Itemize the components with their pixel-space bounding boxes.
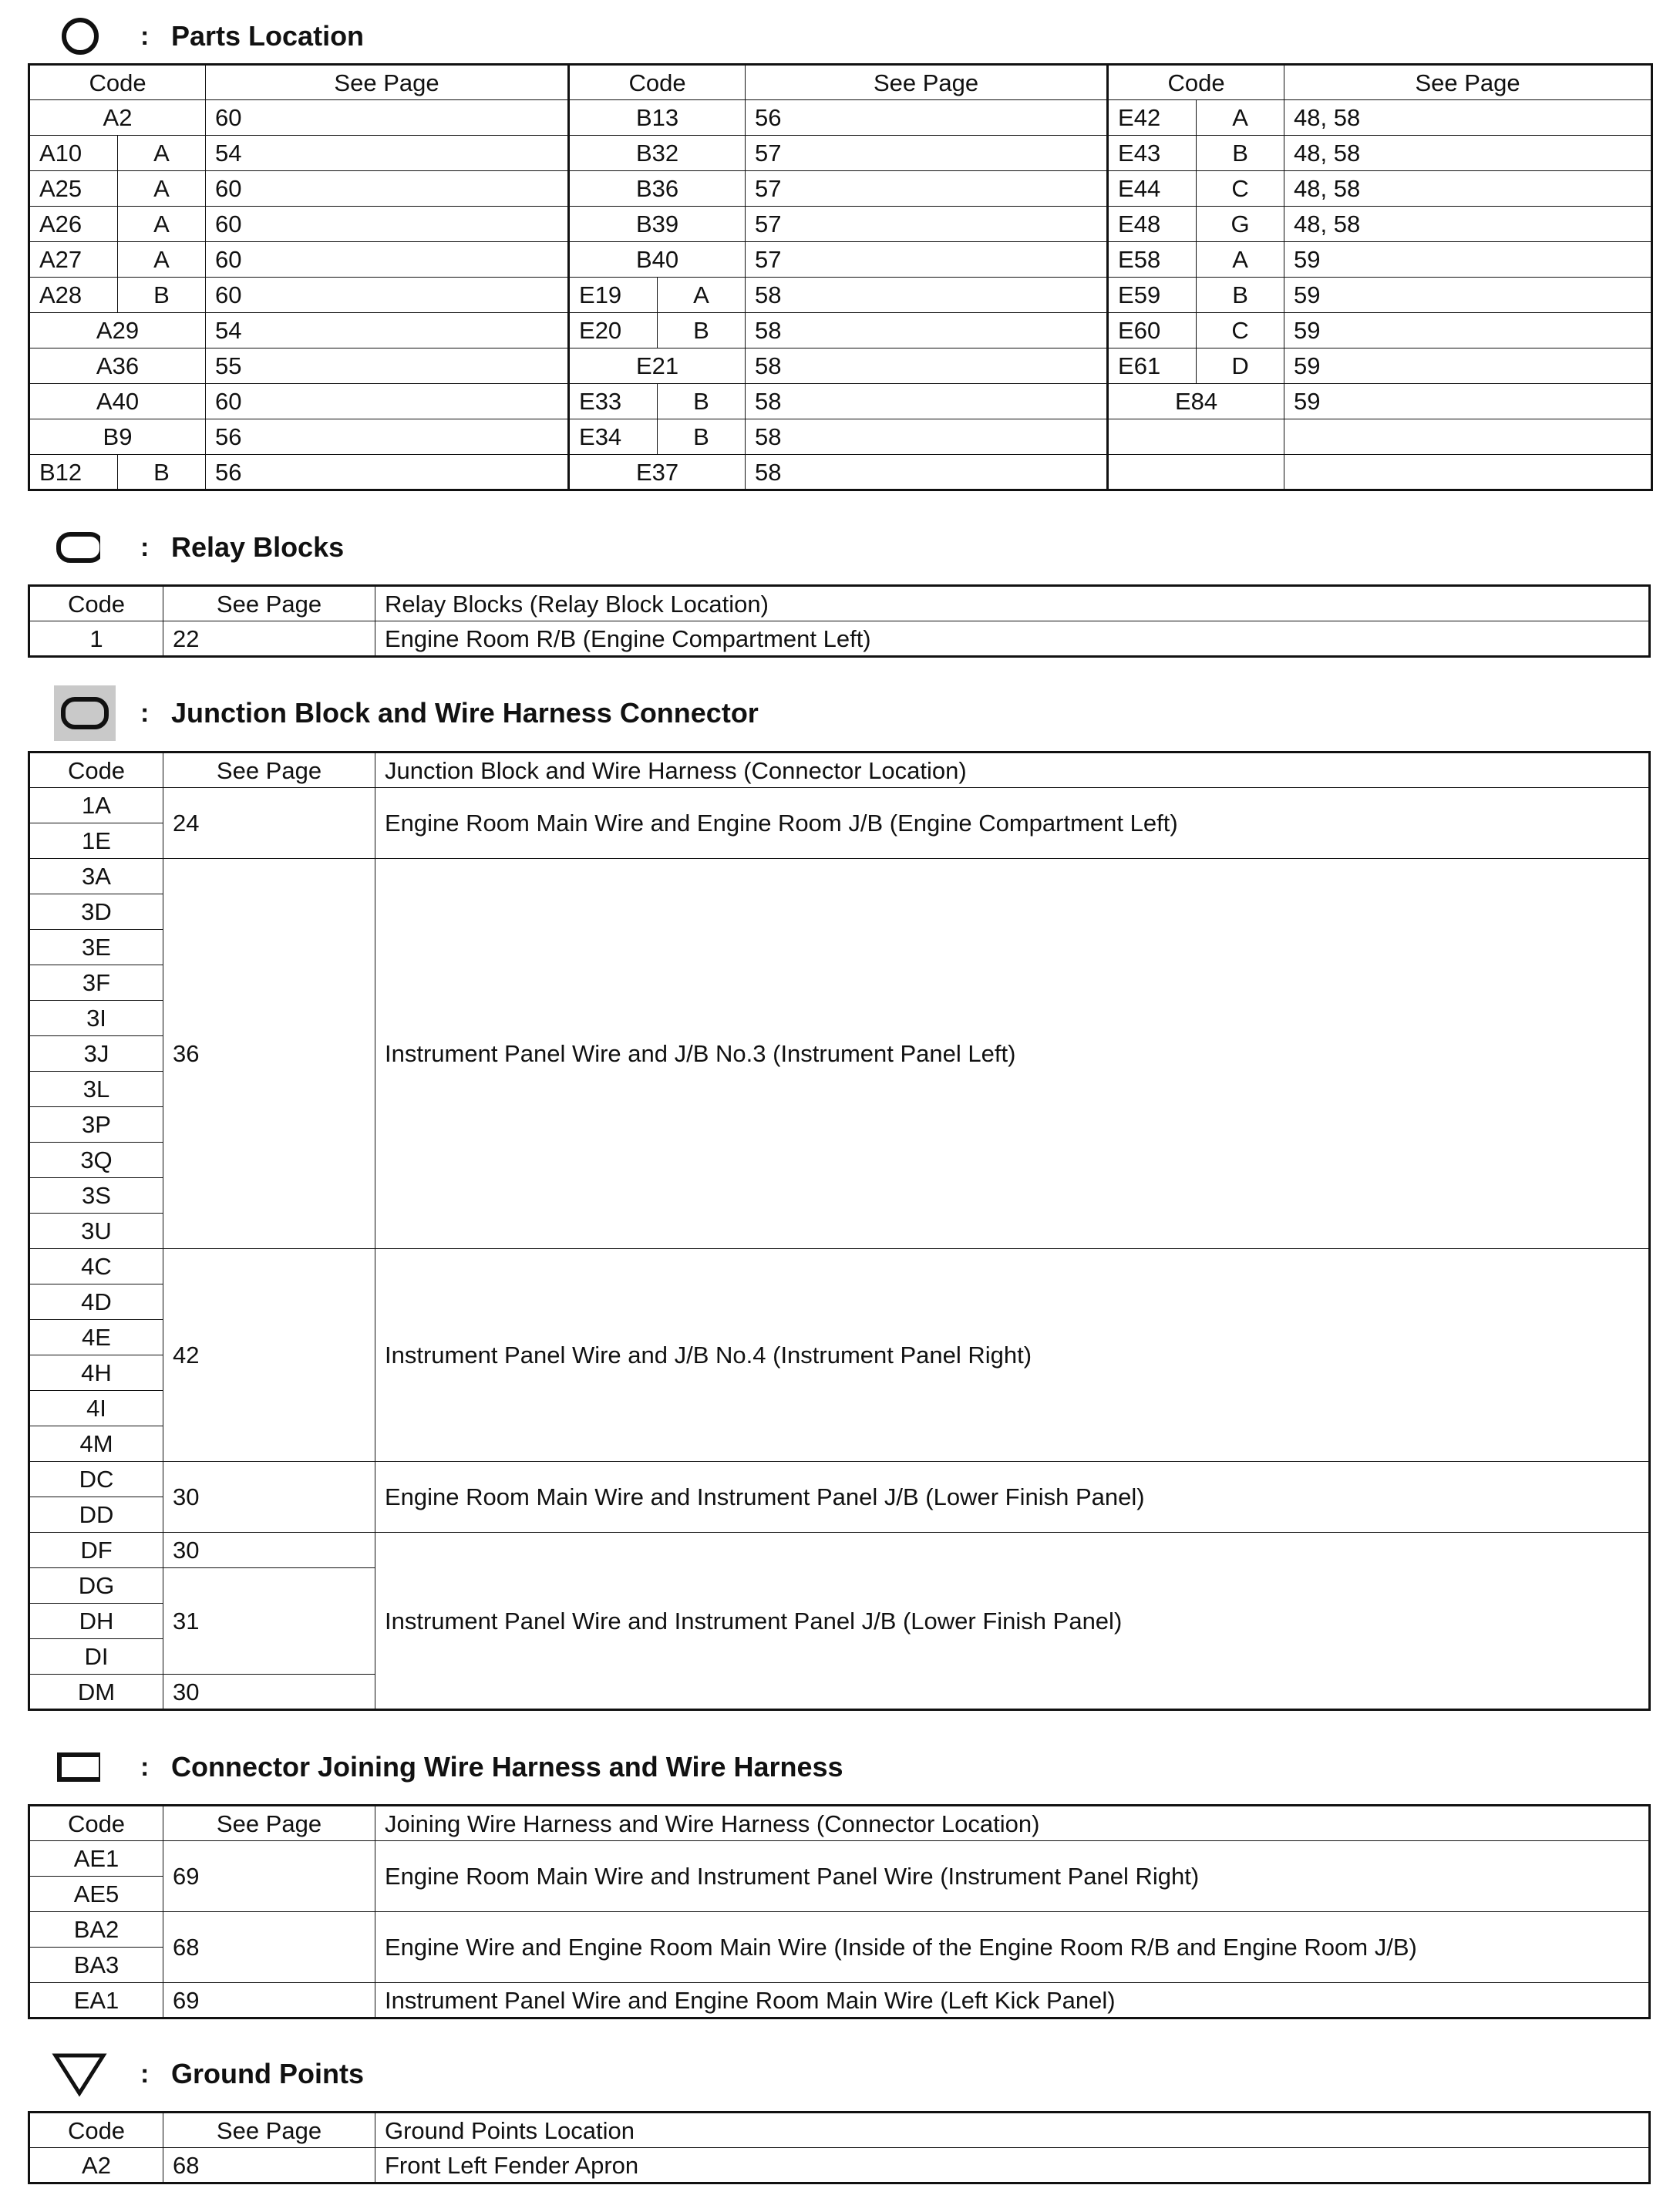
- column-header-code: Code: [569, 65, 746, 100]
- code-cell: 3D: [29, 894, 163, 930]
- code-cell: DI: [29, 1639, 163, 1675]
- code-cell: E58: [1108, 242, 1197, 278]
- table-header-row: [29, 1806, 1650, 1841]
- code-cell: E61: [1108, 348, 1197, 384]
- code-cell: 4D: [29, 1284, 163, 1320]
- table-row: [29, 313, 1652, 348]
- sub-code-cell: C: [1197, 313, 1284, 348]
- table-row: [29, 1841, 1650, 1877]
- code-cell: A29: [29, 313, 206, 348]
- table-row: [29, 384, 1652, 419]
- code-cell: DG: [29, 1568, 163, 1604]
- relay-blocks-heading: [46, 524, 344, 571]
- column-header-see-page: See Page: [163, 1806, 375, 1841]
- page-cell: 24: [163, 788, 375, 859]
- location-cell: Engine Room Main Wire and Engine Room J/B (Engine Compartment Left): [375, 788, 1650, 859]
- column-header-code: Code: [29, 1806, 163, 1841]
- section-title: Connector Joining Wire Harness and Wire Harness: [171, 1751, 843, 1783]
- code-cell: A2: [29, 2148, 163, 2183]
- page-cell: 56: [206, 455, 569, 490]
- code-cell: E43: [1108, 136, 1197, 171]
- code-cell: 3E: [29, 930, 163, 965]
- code-cell: A27: [29, 242, 118, 278]
- location-cell: Engine Room Main Wire and Instrument Panel J/B (Lower Finish Panel): [375, 1462, 1650, 1533]
- code-cell: 4E: [29, 1320, 163, 1355]
- code-cell: DM: [29, 1675, 163, 1710]
- location-cell: Instrument Panel Wire and Engine Room Main Wire (Left Kick Panel): [375, 1983, 1650, 2018]
- sub-code-cell: A: [118, 242, 206, 278]
- sub-code-cell: A: [1197, 100, 1284, 136]
- column-header-see-page: See Page: [163, 752, 375, 788]
- page-cell: 68: [163, 2148, 375, 2183]
- column-header-see-page: See Page: [163, 2113, 375, 2148]
- code-cell: B39: [569, 207, 746, 242]
- table-row: [29, 1462, 1650, 1497]
- column-header-code: Code: [1108, 65, 1284, 100]
- location-cell: Instrument Panel Wire and Instrument Panel J/B (Lower Finish Panel): [375, 1533, 1650, 1710]
- table-row: [29, 419, 1652, 455]
- page-cell: 36: [163, 859, 375, 1249]
- connector-joining-table: [28, 1804, 1651, 2019]
- table-row: [29, 2148, 1650, 2183]
- page-cell: [1284, 419, 1652, 455]
- page-cell: 42: [163, 1249, 375, 1462]
- code-cell: A26: [29, 207, 118, 242]
- code-cell: E42: [1108, 100, 1197, 136]
- section-title: Parts Location: [171, 20, 365, 52]
- page-cell: 48, 58: [1284, 136, 1652, 171]
- sub-code-cell: A: [1197, 242, 1284, 278]
- table-header-row: [29, 752, 1650, 788]
- code-cell: E48: [1108, 207, 1197, 242]
- code-cell: A10: [29, 136, 118, 171]
- code-cell: E37: [569, 455, 746, 490]
- page-cell: 48, 58: [1284, 207, 1652, 242]
- rounded-rect-icon: [46, 524, 100, 571]
- code-cell: 4I: [29, 1391, 163, 1426]
- connector-joining-heading: [46, 1744, 843, 1790]
- page-cell: 58: [746, 384, 1108, 419]
- page-cell: 57: [746, 136, 1108, 171]
- page-cell: 60: [206, 242, 569, 278]
- code-cell: BA2: [29, 1912, 163, 1948]
- sub-code-cell: B: [1197, 136, 1284, 171]
- shaded-rounded-rect-icon: [46, 690, 100, 736]
- table-row: [29, 455, 1652, 490]
- page-cell: 60: [206, 207, 569, 242]
- code-cell: E33: [569, 384, 658, 419]
- code-cell: 3Q: [29, 1143, 163, 1178]
- page-cell: 58: [746, 455, 1108, 490]
- code-cell: E60: [1108, 313, 1197, 348]
- junction-block-heading: [46, 690, 759, 736]
- page-cell: 60: [206, 384, 569, 419]
- page-cell: 68: [163, 1912, 375, 1983]
- table-header-row: [29, 65, 1652, 100]
- sub-code-cell: G: [1197, 207, 1284, 242]
- code-cell: BA3: [29, 1948, 163, 1983]
- sub-code-cell: B: [658, 384, 746, 419]
- code-cell: E19: [569, 278, 658, 313]
- ground-points-table: [28, 2111, 1651, 2184]
- code-cell: E20: [569, 313, 658, 348]
- code-cell: DF: [29, 1533, 163, 1568]
- column-header-see-page: See Page: [163, 586, 375, 621]
- table-row: [29, 136, 1652, 171]
- code-cell: 3J: [29, 1036, 163, 1072]
- page-cell: 58: [746, 419, 1108, 455]
- heading-colon: :: [140, 532, 150, 562]
- table-row: [29, 621, 1650, 657]
- page-cell: 59: [1284, 348, 1652, 384]
- page-cell: 54: [206, 313, 569, 348]
- code-cell: 3A: [29, 859, 163, 894]
- code-cell: EA1: [29, 1983, 163, 2018]
- table-row: [29, 278, 1652, 313]
- page-cell: 57: [746, 242, 1108, 278]
- page-cell: 58: [746, 313, 1108, 348]
- page-cell: [1284, 455, 1652, 490]
- table-row: [29, 100, 1652, 136]
- code-cell: 3I: [29, 1001, 163, 1036]
- page-cell: 56: [206, 419, 569, 455]
- page-cell: 30: [163, 1675, 375, 1710]
- page-cell: 59: [1284, 313, 1652, 348]
- sub-code-cell: C: [1197, 171, 1284, 207]
- page-cell: 31: [163, 1568, 375, 1675]
- parts-location-heading: [46, 13, 364, 59]
- code-cell: DD: [29, 1497, 163, 1533]
- page-cell: 48, 58: [1284, 171, 1652, 207]
- junction-block-table: [28, 751, 1651, 1711]
- page-cell: 57: [746, 171, 1108, 207]
- code-cell: E84: [1108, 384, 1284, 419]
- sub-code-cell: D: [1197, 348, 1284, 384]
- code-cell: E44: [1108, 171, 1197, 207]
- code-cell: 1: [29, 621, 163, 657]
- page-cell: 60: [206, 100, 569, 136]
- column-header-location: Ground Points Location: [375, 2113, 1650, 2148]
- code-cell: A2: [29, 100, 206, 136]
- page-cell: 58: [746, 348, 1108, 384]
- sub-code-cell: A: [658, 278, 746, 313]
- code-cell: E34: [569, 419, 658, 455]
- page-cell: 22: [163, 621, 375, 657]
- code-cell: 1E: [29, 823, 163, 859]
- table-row: [29, 242, 1652, 278]
- sub-code-cell: B: [1197, 278, 1284, 313]
- page-cell: 59: [1284, 384, 1652, 419]
- page-cell: 30: [163, 1462, 375, 1533]
- code-cell: 4C: [29, 1249, 163, 1284]
- page-cell: 54: [206, 136, 569, 171]
- page-cell: 48, 58: [1284, 100, 1652, 136]
- code-cell: 4M: [29, 1426, 163, 1462]
- code-cell: 3L: [29, 1072, 163, 1107]
- table-row: [29, 207, 1652, 242]
- code-cell: [1108, 455, 1284, 490]
- location-cell: Instrument Panel Wire and J/B No.3 (Instrument Panel Left): [375, 859, 1650, 1249]
- code-cell: 3F: [29, 965, 163, 1001]
- table-header-row: [29, 2113, 1650, 2148]
- sub-code-cell: B: [658, 419, 746, 455]
- page-cell: 69: [163, 1983, 375, 2018]
- column-header-code: Code: [29, 752, 163, 788]
- heading-colon: :: [140, 2059, 150, 2089]
- code-cell: DC: [29, 1462, 163, 1497]
- section-title: Ground Points: [171, 2058, 364, 2089]
- code-cell: DH: [29, 1604, 163, 1639]
- sub-code-cell: A: [118, 207, 206, 242]
- code-cell: [1108, 419, 1284, 455]
- sub-code-cell: B: [118, 278, 206, 313]
- code-cell: E21: [569, 348, 746, 384]
- table-row: [29, 171, 1652, 207]
- code-cell: E59: [1108, 278, 1197, 313]
- page-cell: 30: [163, 1533, 375, 1568]
- code-cell: 4H: [29, 1355, 163, 1391]
- parts-location-table: [28, 63, 1653, 491]
- sub-code-cell: A: [118, 171, 206, 207]
- sub-code-cell: A: [118, 136, 206, 171]
- column-header-code: Code: [29, 65, 206, 100]
- code-cell: A40: [29, 384, 206, 419]
- page-cell: 60: [206, 278, 569, 313]
- sub-code-cell: B: [658, 313, 746, 348]
- page-cell: 55: [206, 348, 569, 384]
- heading-colon: :: [140, 698, 150, 728]
- column-header-see-page: See Page: [1284, 65, 1652, 100]
- circle-icon: [46, 13, 100, 59]
- page-cell: 59: [1284, 242, 1652, 278]
- section-title: Junction Block and Wire Harness Connector: [171, 697, 759, 729]
- table-row: [29, 859, 1650, 894]
- column-header-location: Relay Blocks (Relay Block Location): [375, 586, 1650, 621]
- table-row: [29, 1533, 1650, 1568]
- page-cell: 58: [746, 278, 1108, 313]
- location-cell: Engine Room R/B (Engine Compartment Left): [375, 621, 1650, 657]
- triangle-down-icon: [46, 2051, 100, 2097]
- location-cell: Engine Wire and Engine Room Main Wire (Inside of the Engine Room R/B and Engine Room J/B): [375, 1912, 1650, 1983]
- code-cell: B36: [569, 171, 746, 207]
- code-cell: AE1: [29, 1841, 163, 1877]
- table-row: [29, 1912, 1650, 1948]
- page-cell: 60: [206, 171, 569, 207]
- location-cell: Instrument Panel Wire and J/B No.4 (Instrument Panel Right): [375, 1249, 1650, 1462]
- location-cell: Front Left Fender Apron: [375, 2148, 1650, 2183]
- rectangle-icon: [46, 1744, 100, 1790]
- code-cell: B40: [569, 242, 746, 278]
- page-cell: 56: [746, 100, 1108, 136]
- code-cell: A25: [29, 171, 118, 207]
- code-cell: B13: [569, 100, 746, 136]
- code-cell: 3S: [29, 1178, 163, 1214]
- column-header-location: Junction Block and Wire Harness (Connector Location): [375, 752, 1650, 788]
- sub-code-cell: B: [118, 455, 206, 490]
- column-header-code: Code: [29, 586, 163, 621]
- column-header-see-page: See Page: [746, 65, 1108, 100]
- table-row: [29, 1249, 1650, 1284]
- table-row: [29, 788, 1650, 823]
- code-cell: B12: [29, 455, 118, 490]
- code-cell: B9: [29, 419, 206, 455]
- page-cell: 69: [163, 1841, 375, 1912]
- heading-colon: :: [140, 1752, 150, 1782]
- table-row: [29, 1983, 1650, 2018]
- ground-points-heading: [46, 2051, 364, 2097]
- code-cell: 1A: [29, 788, 163, 823]
- code-cell: B32: [569, 136, 746, 171]
- code-cell: 3U: [29, 1214, 163, 1249]
- table-header-row: [29, 586, 1650, 621]
- code-cell: A36: [29, 348, 206, 384]
- page-cell: 59: [1284, 278, 1652, 313]
- relay-blocks-table: [28, 584, 1651, 658]
- table-row: [29, 348, 1652, 384]
- page-cell: 57: [746, 207, 1108, 242]
- code-cell: 3P: [29, 1107, 163, 1143]
- section-title: Relay Blocks: [171, 531, 345, 563]
- code-cell: A28: [29, 278, 118, 313]
- code-cell: AE5: [29, 1877, 163, 1912]
- location-cell: Engine Room Main Wire and Instrument Panel Wire (Instrument Panel Right): [375, 1841, 1650, 1912]
- heading-colon: :: [140, 21, 150, 51]
- column-header-location: Joining Wire Harness and Wire Harness (Connector Location): [375, 1806, 1650, 1841]
- column-header-see-page: See Page: [206, 65, 569, 100]
- column-header-code: Code: [29, 2113, 163, 2148]
